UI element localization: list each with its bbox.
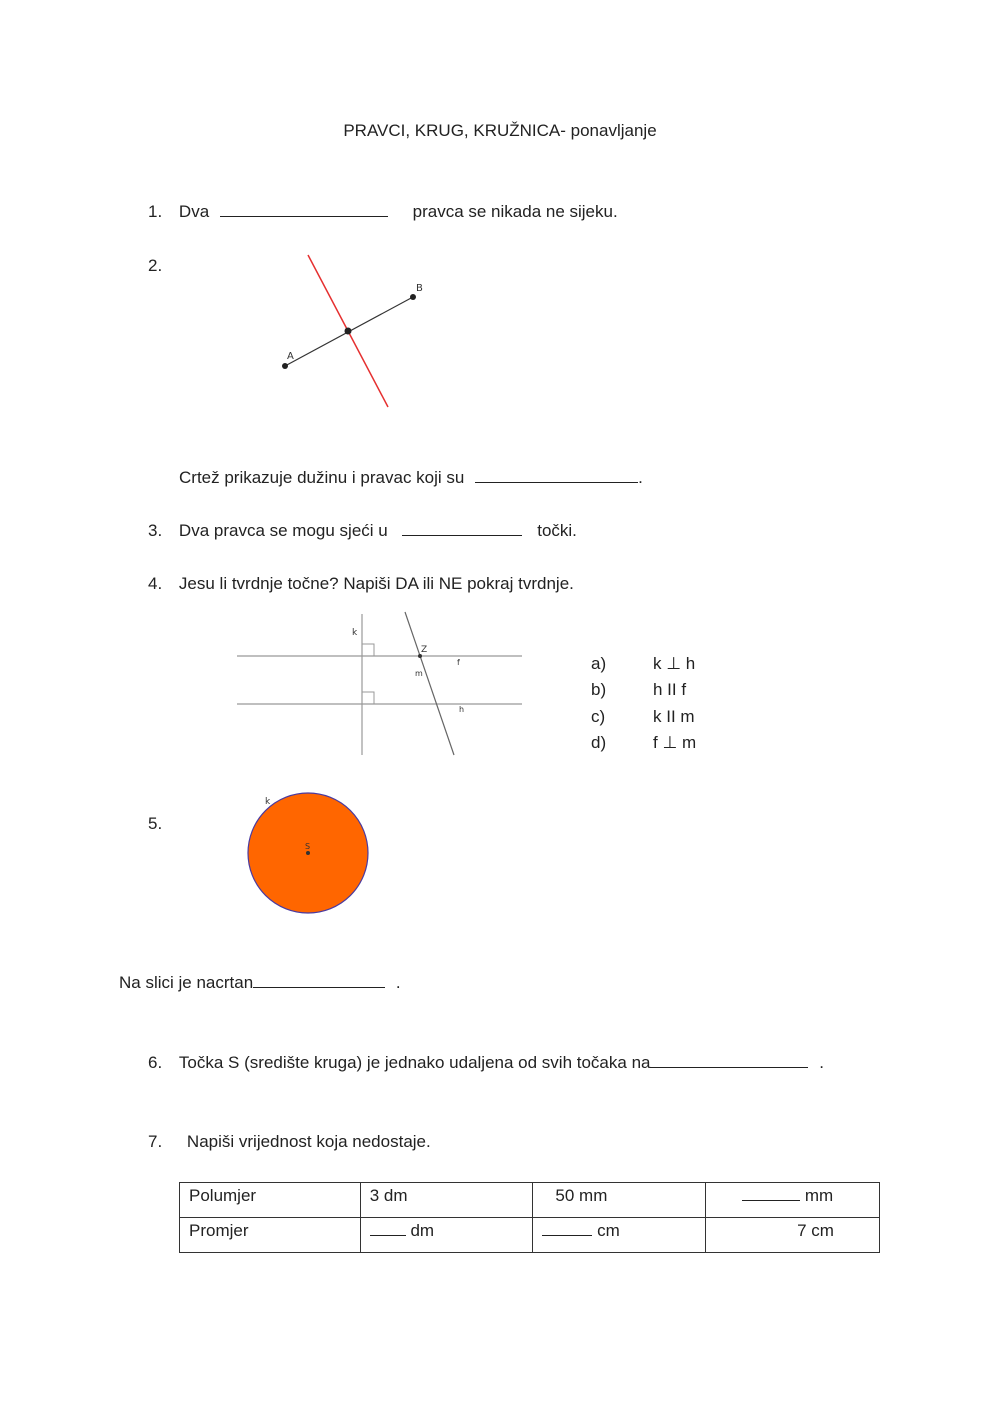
question-6 <box>148 1053 824 1073</box>
question-text: Na slici je nacrtan <box>119 973 254 992</box>
table-cell: 50 mm <box>533 1183 706 1218</box>
label-k: k <box>265 797 271 807</box>
table-cell: Promjer <box>180 1218 361 1253</box>
label-f: f <box>457 658 460 667</box>
unit: mm <box>804 1186 834 1205</box>
statement-d <box>591 733 696 753</box>
label-b: B <box>416 283 423 294</box>
question-number: 3. <box>148 521 163 540</box>
statement-c <box>591 707 695 727</box>
label-a: A <box>287 351 294 362</box>
line-m <box>405 612 454 755</box>
unit: cm <box>597 1221 620 1240</box>
question-5-text <box>119 973 401 993</box>
period: . <box>395 973 401 992</box>
table-cell-with-blank <box>360 1218 533 1253</box>
statement-letter: d) <box>591 733 607 752</box>
statement-text: k ⊥ h <box>653 654 696 673</box>
segment-line-figure <box>270 250 470 420</box>
answer-blank[interactable] <box>253 973 385 988</box>
question-4 <box>148 574 574 594</box>
table-cell-with-blank <box>706 1183 880 1218</box>
label-m: m <box>415 669 423 678</box>
question-number: 6. <box>148 1053 163 1072</box>
right-angle-mark <box>362 692 374 704</box>
point-a <box>282 363 288 369</box>
table-row <box>180 1218 880 1253</box>
answer-blank[interactable] <box>650 1053 808 1068</box>
label-k: k <box>352 628 358 638</box>
question-number: 2. <box>148 256 163 275</box>
lines-figure <box>235 610 535 760</box>
statement-letter: a) <box>591 654 607 673</box>
table-cell: 3 dm <box>360 1183 533 1218</box>
statement-text: k II m <box>653 707 695 726</box>
answer-blank[interactable] <box>742 1186 800 1201</box>
question-number: 4. <box>148 574 163 593</box>
label-h: h <box>459 705 465 714</box>
statement-a <box>591 654 695 674</box>
statement-b <box>591 680 686 700</box>
answer-blank[interactable] <box>402 521 522 536</box>
statement-letter: b) <box>591 680 607 699</box>
question-number: 1. <box>148 202 163 221</box>
table-cell: Polumjer <box>180 1183 361 1218</box>
question-text: pravca se nikada ne sijeku. <box>412 202 618 221</box>
question-2-text <box>179 468 643 488</box>
point-b <box>410 294 416 300</box>
statement-letter: c) <box>591 707 606 726</box>
label-z: Z <box>421 645 428 655</box>
question-text: Napiši vrijednost koja nedostaje. <box>186 1132 431 1151</box>
label-s: S <box>305 842 311 851</box>
statement-text: f ⊥ m <box>653 733 697 752</box>
statement-text: h II f <box>653 680 687 699</box>
answer-blank[interactable] <box>542 1221 592 1236</box>
intersection-point <box>345 328 352 335</box>
question-text: Crtež prikazuje dužinu i pravac koji su <box>179 468 465 487</box>
unit: dm <box>410 1221 435 1240</box>
question-text: Točka S (središte kruga) je jednako udaljena od svih točaka na <box>178 1053 651 1072</box>
table-cell: 7 cm <box>706 1218 880 1253</box>
question-7 <box>148 1132 431 1152</box>
question-1 <box>148 202 618 222</box>
page-title: PRAVCI, KRUG, KRUŽNICA- ponavljanje <box>343 121 657 140</box>
question-text: Dva pravca se mogu sjeći u <box>178 521 388 540</box>
question-number: 5. <box>148 814 163 833</box>
center-point <box>306 851 310 855</box>
question-text: točki. <box>537 521 577 540</box>
answer-blank[interactable] <box>370 1221 406 1236</box>
question-text: Jesu li tvrdnje točne? Napiši DA ili NE pokraj tvrdnje. <box>178 574 574 593</box>
period: . <box>638 468 643 487</box>
question-text: Dva <box>178 202 210 221</box>
table-row <box>180 1183 880 1218</box>
table-cell-with-blank <box>533 1218 706 1253</box>
answer-blank[interactable] <box>475 468 638 483</box>
answer-blank[interactable] <box>220 202 388 217</box>
period: . <box>819 1053 824 1072</box>
circle-figure <box>240 790 380 920</box>
right-angle-mark <box>362 644 374 656</box>
question-3 <box>148 521 577 541</box>
values-table <box>179 1182 880 1253</box>
question-number: 7. <box>148 1132 163 1151</box>
